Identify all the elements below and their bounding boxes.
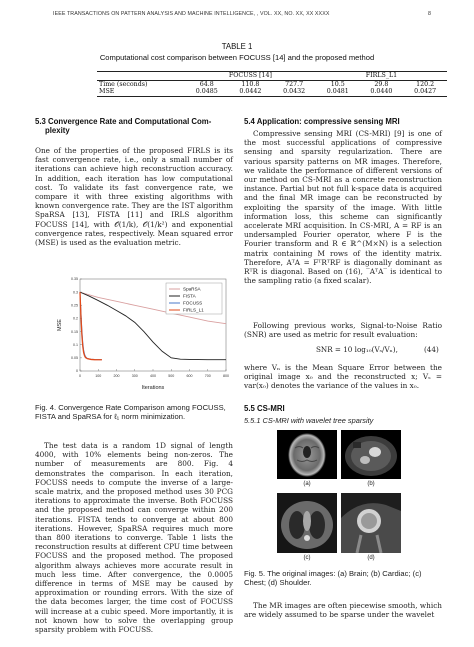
- section-5-5-1-paragraph: [244, 601, 442, 619]
- cost-table: [97, 71, 447, 97]
- legend-entry: SpaRSA: [183, 286, 201, 292]
- y-tick-label: 0: [76, 369, 78, 374]
- section-5-4-paragraph: [244, 129, 442, 285]
- fig4-caption: Fig. 4. Convergence Rate Comparison among FOCUSS, FISTA and SpaRSA for ℓ₁ norm minimization.: [35, 403, 226, 422]
- chest-image: [277, 493, 337, 553]
- sub-label-c: (c): [303, 555, 311, 561]
- y-tick-label: 0.25: [71, 303, 78, 308]
- y-tick-label: 0.05: [71, 356, 78, 361]
- table-cell: 0.0485: [195, 88, 218, 96]
- section-5-4-title: 5.4 Application: compressive sensing MRI: [244, 117, 400, 126]
- running-header: IEEE TRANSACTIONS ON PATTERN ANALYSIS AND MACHINE INTELLIGENCE, , VOL. XX, NO. XX, XX XXXX: [53, 11, 330, 17]
- x-tick-label: 500: [168, 374, 175, 378]
- table-corner: [97, 72, 185, 81]
- group-firls: FIRLS_L1: [316, 72, 447, 81]
- legend-entry: FISTA: [183, 293, 196, 299]
- snr-intro: [244, 321, 442, 339]
- paragraph: The MR images are often piecewise smooth, which are widely assumed to be sparse under the wavelet: [244, 601, 442, 620]
- paragraph: Following previous works, Signal-to-Noise Ratio (SNR) are used as metric for result evaluation:: [244, 321, 442, 340]
- y-tick-label: 0.2: [73, 316, 78, 321]
- x-tick-label: 800: [223, 374, 229, 378]
- paragraph: One of the properties of the proposed FIRLS is its fast convergence rate, i.e., only a small number of iterations can achieve high reconstruction accuracy. In addition, each iteration has low computational cost. To validate its fast convergence rate, we compare it with three existing algorithms with known convergence rate. They are the IST algorithm SpaRSA [13], FISTA [11] and IRLS algorithm FOCUSS [14], with 𝒪(1/k), 𝒪(1/k²) and exponential convergence rates, respectively. Mean squared error (MSE) is used as the evaluation metric.: [35, 146, 233, 248]
- section-5-3-title: [35, 117, 235, 136]
- table-cell: 10.5: [330, 80, 345, 88]
- section-title-line: plexity: [45, 126, 70, 136]
- convergence-chart: [48, 273, 234, 391]
- paragraph: Compressive sensing MRI (CS-MRI) [9] is one of the most successful applications of compressive sensing and sparsity regularization. There are various sparsity patterns on MR images. Therefore, we validate the performance of different versions of our method on CS-MRI as a concrete reconstruction instance. Partial but not full k-space data is acquired and the final MR image can be reconstructed by exploiting the sparsity of the image. With little information loss, this scheme can significantly accelerate MRI acquisition. In CS-MRI, A = RF is an undersampled Fourier operator, where F is the Fourier transform and R ∈ ℝ^(M×N) is a selection matrix containing M rows of the identity matrix. Therefore, AᵀA = FᵀRᵀRF is diagonally dominant as RᵀR is diagonal. Based on (16), ‾AᵀA‾ is identical to the sampling ratio (a fixed scalar).: [244, 129, 442, 286]
- sub-label-d: (d): [367, 555, 375, 561]
- group-focuss: FOCUSS [14]: [185, 72, 316, 81]
- table-cell: 64.8: [199, 80, 214, 88]
- y-tick-label: 0.35: [71, 277, 78, 282]
- table-cell: 110.8: [241, 80, 260, 88]
- section-5-5-1-title: 5.5.1 CS-MRI with wavelet tree sparsity: [244, 416, 374, 425]
- row-label: MSE: [99, 88, 115, 96]
- equation-number: (44): [424, 345, 439, 354]
- row-label: Time (seconds): [99, 80, 148, 88]
- table-cell: 0.0440: [370, 88, 393, 96]
- y-tick-label: 0.3: [73, 290, 78, 295]
- table-cell: 0.0427: [414, 88, 437, 96]
- table-cell: 120.2: [416, 80, 435, 88]
- x-axis-label: Iterations: [141, 385, 165, 391]
- snr-equation: SNR = 10 log₁₀(Vₛ/Vₙ),: [316, 345, 398, 354]
- x-tick-label: 200: [113, 374, 120, 378]
- brain-image: [277, 430, 337, 479]
- y-tick-label: 0.1: [73, 342, 78, 347]
- y-axis-label: MSE: [57, 319, 63, 331]
- legend-entry: FIRLS_L1: [183, 307, 204, 313]
- table-label: TABLE 1: [221, 42, 253, 51]
- table-caption: Computational cost comparison between FOCUSS [14] and the proposed method: [99, 53, 375, 62]
- snr-explanation: [244, 363, 442, 391]
- cardiac-image: [341, 430, 401, 479]
- section-5-5-title: 5.5 CS-MRI: [244, 404, 285, 413]
- paragraph: where Vₙ is the Mean Square Error between the original image x₀ and the reconstructed x; Vₛ = var(x₀) denotes the variance of the values in x₀.: [244, 363, 442, 391]
- sub-label-a: (a): [303, 481, 311, 487]
- table-cell: 0.0442: [239, 88, 262, 96]
- y-tick-label: 0.15: [71, 329, 78, 334]
- x-tick-label: 600: [186, 374, 193, 378]
- shoulder-image: [341, 493, 401, 553]
- paragraph: The test data is a random 1D signal of length 4000, with 10% elements being non-zeros. The number of measurements are 800. Fig. 4 demonstrates the comparison. In each iteration, FOCUSS needs to compute the inverse of a large-scale matrix, and the proposed method uses 30 PCG iterations to approximate the inverse. Both FOCUSS and the proposed method can converge within 200 iterations. FISTA tends to converge at about 800 iterations. However, SpaRSA requires much more than 800 iterations to converge. Table 1 lists the reconstruction results at different CPU time between FOCUSS and the proposed method. The proposed algorithm always achieves more accurate result in much less time. After convergence, the 0.0005 difference in terms of MSE may be caused by approximation or rounding errors. With the size of the data becomes larger, the time cost of FOCUSS will increase at a cubic speed. More importantly, it is not known how to solve the overlapping group sparsity problem with FOCUSS.: [35, 441, 233, 635]
- fig5-caption: Fig. 5. The original images: (a) Brain; (b) Cardiac; (c) Chest; (d) Shoulder.: [244, 569, 422, 588]
- x-tick-label: 0: [79, 374, 81, 378]
- legend-entry: FOCUSS: [183, 300, 203, 306]
- x-tick-label: 100: [95, 374, 102, 378]
- table-cell: 29.8: [374, 80, 389, 88]
- table-cell: 0.0481: [326, 88, 349, 96]
- page-number: 8: [428, 11, 432, 17]
- sub-label-b: (b): [367, 481, 375, 487]
- section-title-line: 5.3 Convergence Rate and Computational Com-: [35, 117, 212, 126]
- table-cell: 0.0432: [283, 88, 306, 96]
- table-cell: 727.7: [285, 80, 304, 88]
- x-tick-label: 700: [204, 374, 211, 378]
- section-5-3-paragraph: [35, 146, 233, 247]
- x-tick-label: 400: [150, 374, 156, 378]
- x-tick-label: 300: [131, 374, 138, 378]
- section-5-3-paragraph-2: [35, 441, 233, 634]
